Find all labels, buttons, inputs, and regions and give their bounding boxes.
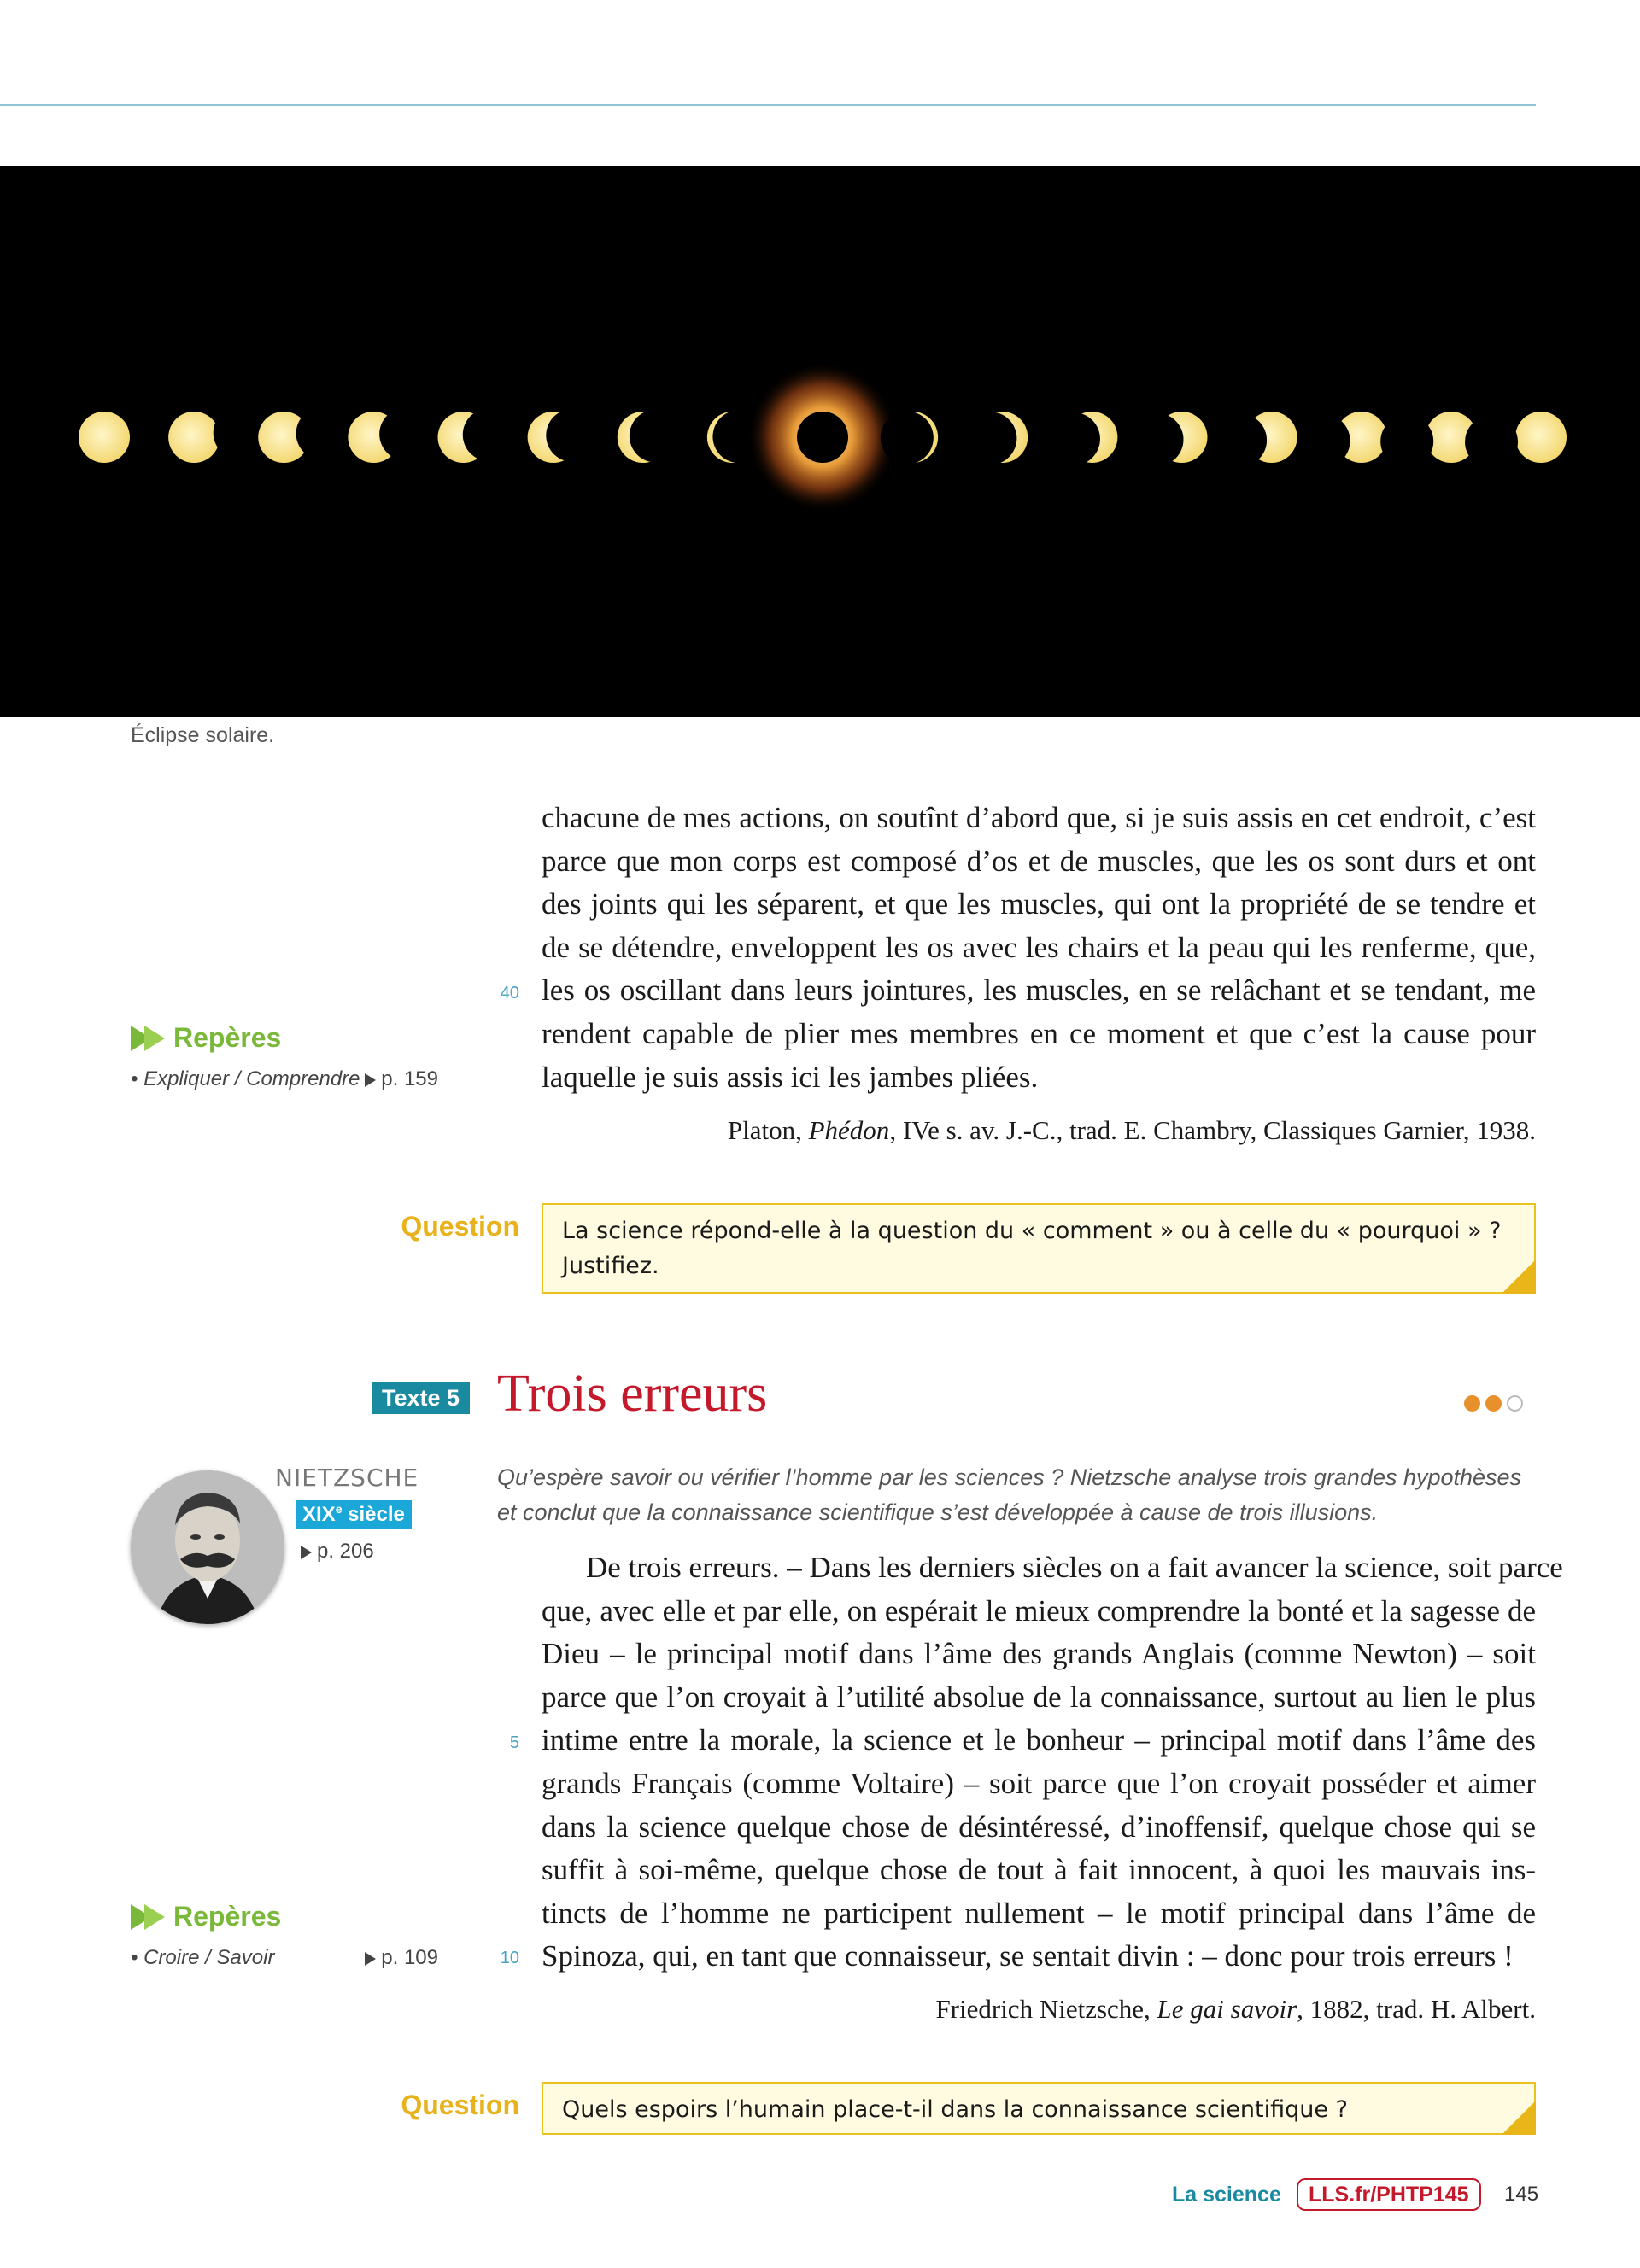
reperes-heading: [131, 1901, 281, 1932]
eclipse-phase: [964, 412, 1028, 465]
eclipse-phase: [1297, 412, 1387, 467]
line-number: 40: [500, 984, 519, 1002]
line-number-10: 10: [500, 1949, 519, 1967]
play-arrow-icon: [301, 1546, 312, 1559]
text5-source: [935, 1994, 1536, 2025]
question-text: La science répond-elle à la question du « comment » ou à celle du « pourquoi » ? Justifiez.: [562, 1218, 1502, 1279]
eclipse-phase: [1047, 412, 1117, 465]
reperes-page: p. 159: [381, 1067, 438, 1090]
source-details: , 1882, trad. H. Albert.: [1297, 1994, 1536, 2024]
eclipse-phase: [1131, 412, 1208, 466]
footer-section: La science: [1172, 2183, 1281, 2207]
text-line: suffit à soi-même, quelque chose de tout à fait innocent, à quoi les mauvais ins-: [542, 1853, 1536, 1887]
eclipse-phase: [348, 407, 432, 463]
source-details: , IVe s. av. J.-C., trad. E. Chambry, Classiques Garnier, 1938.: [889, 1115, 1536, 1145]
reperes-heading: [131, 1022, 281, 1054]
eclipse-phase: [438, 408, 516, 463]
eclipse-phase: [528, 409, 600, 463]
reperes-link[interactable]: [131, 1067, 438, 1091]
text5-body: [542, 1546, 1563, 1979]
text-line: de se détendre, enveloppent les os avec les chairs et la peau qui les renferme, que,: [542, 930, 1536, 964]
source-work: Le gai savoir: [1157, 1994, 1297, 2024]
author-portrait: [131, 1470, 284, 1624]
footer-link[interactable]: LLS.fr/PHTP145: [1297, 2178, 1481, 2211]
question-box: [542, 1203, 1536, 1294]
eclipse-phase: [881, 412, 938, 465]
text4-source: [728, 1115, 1536, 1146]
century-badge: [296, 1500, 412, 1529]
reperes-item-label: • Croire / Savoir: [131, 1946, 275, 1969]
source-author: Platon,: [727, 1115, 809, 1145]
reperes-page: p. 109: [381, 1946, 438, 1969]
question-box: [542, 2082, 1536, 2135]
text-line: Dieu – le principal motif dans l’âme des grands Anglais (comme Newton) – soit: [542, 1637, 1536, 1671]
text-line: parce que l’on croyait à l’utilité absolue de la connaissance, surtout au lien le plus: [542, 1680, 1536, 1714]
author-page-link[interactable]: [301, 1540, 374, 1564]
text-line: rendent capable de plier mes membres en ce moment et que c’est la cause pour: [542, 1016, 1536, 1050]
text-title: Trois erreurs: [497, 1365, 768, 1423]
author-page: p. 206: [317, 1540, 374, 1563]
century-word: siècle: [342, 1503, 405, 1526]
line-number-5: 5: [509, 1733, 519, 1752]
text-line: que, avec elle et par elle, on espérait le mieux comprendre la bonté et la sagesse de: [542, 1593, 1536, 1628]
eclipse-phase: [1465, 412, 1567, 469]
text-line: intime entre la morale, la science et le bonheur – principal motif dans l’âme des: [542, 1723, 1536, 1757]
eclipse-totality: [747, 362, 898, 512]
text-line: les os oscillant dans leurs jointures, les muscles, en se relâchant et se tendant, me: [542, 973, 1536, 1008]
page-number: 145: [1504, 2183, 1539, 2206]
eclipse-phase: [1214, 412, 1297, 466]
author-name: NIETZSCHE: [275, 1464, 419, 1492]
source-author: Friedrich Nietzsche,: [935, 1994, 1157, 2024]
top-rule: [0, 104, 1536, 106]
source-work: Phédon: [808, 1115, 890, 1145]
eclipse-phase: [618, 410, 682, 463]
photo-caption: Éclipse solaire.: [131, 723, 275, 747]
text4-body: [542, 797, 1536, 1099]
question-label: Question: [401, 1211, 519, 1242]
eclipse-photo: [0, 166, 1640, 717]
eclipse-phase: [168, 406, 266, 463]
question-text: Quels espoirs l’humain place-t-il dans la connaissance scientifique ?: [562, 2096, 1348, 2123]
eclipse-sequence: [0, 166, 1640, 717]
text-line: parce que mon corps est composé d’os et de muscles, que les os sont durs et ont: [542, 844, 1536, 878]
text-line: dans la science quelque chose de désintéressé, d’inoffensif, quelque chose qui se: [542, 1809, 1536, 1844]
text-line: grands Français (comme Voltaire) – soit parce que l’on croyait posséder et aimer: [542, 1766, 1536, 1800]
text-line: Spinoza, qui, en tant que connaisseur, se sentait divin : – donc pour trois erreurs !: [542, 1939, 1514, 1973]
play-arrow-icon: [365, 1073, 376, 1087]
reperes-page-ref: [365, 1946, 438, 1970]
reperes-link[interactable]: [131, 1946, 438, 1970]
difficulty-dots: [1464, 1395, 1523, 1412]
reperes-title: Repères: [173, 1901, 282, 1932]
eclipse-phase: [79, 412, 130, 463]
corner-fold: [1502, 1260, 1536, 1294]
double-arrow-icon: [131, 1026, 167, 1051]
text-intro: Qu’espère savoir ou vérifier l’homme par les sciences ? Nietzsche analyse trois grandes hypothèses et conclut que la connaissance scientifique s’est développée à cause de trois illusions.: [497, 1464, 1522, 1525]
difficulty-dot-filled: [1464, 1395, 1480, 1412]
corner-fold: [1502, 2101, 1536, 2135]
question-label: Question: [401, 2090, 519, 2120]
reperes-item-label: • Expliquer / Comprendre: [131, 1067, 360, 1090]
text-line: De trois erreurs. – Dans les derniers siècles on a fait avancer la science, soit parce: [586, 1551, 1563, 1584]
text-line: laquelle je suis assis ici les jambes pliées.: [542, 1060, 1039, 1094]
difficulty-dot-filled: [1485, 1395, 1502, 1412]
text-number-badge: Texte 5: [372, 1382, 470, 1414]
text-line: tincts de l’homme ne participent nullement – le motif principal dans l’âme de: [542, 1896, 1536, 1930]
double-arrow-icon: [131, 1904, 167, 1930]
century-roman: XIX: [302, 1503, 336, 1526]
text-line: chacune de mes actions, on soutînt d’abord que, si je suis assis en cet endroit, c’est: [542, 801, 1536, 834]
difficulty-dot-empty: [1507, 1395, 1523, 1412]
century-sup: e: [335, 1502, 343, 1516]
reperes-page-ref: [365, 1067, 438, 1091]
eclipse-phase: [258, 407, 348, 463]
eclipse-phase: [1380, 412, 1477, 468]
text-line: des joints qui les séparent, et que les muscles, qui ont la propriété de se tendre et: [542, 887, 1536, 921]
play-arrow-icon: [365, 1952, 376, 1966]
reperes-title: Repères: [173, 1022, 282, 1053]
